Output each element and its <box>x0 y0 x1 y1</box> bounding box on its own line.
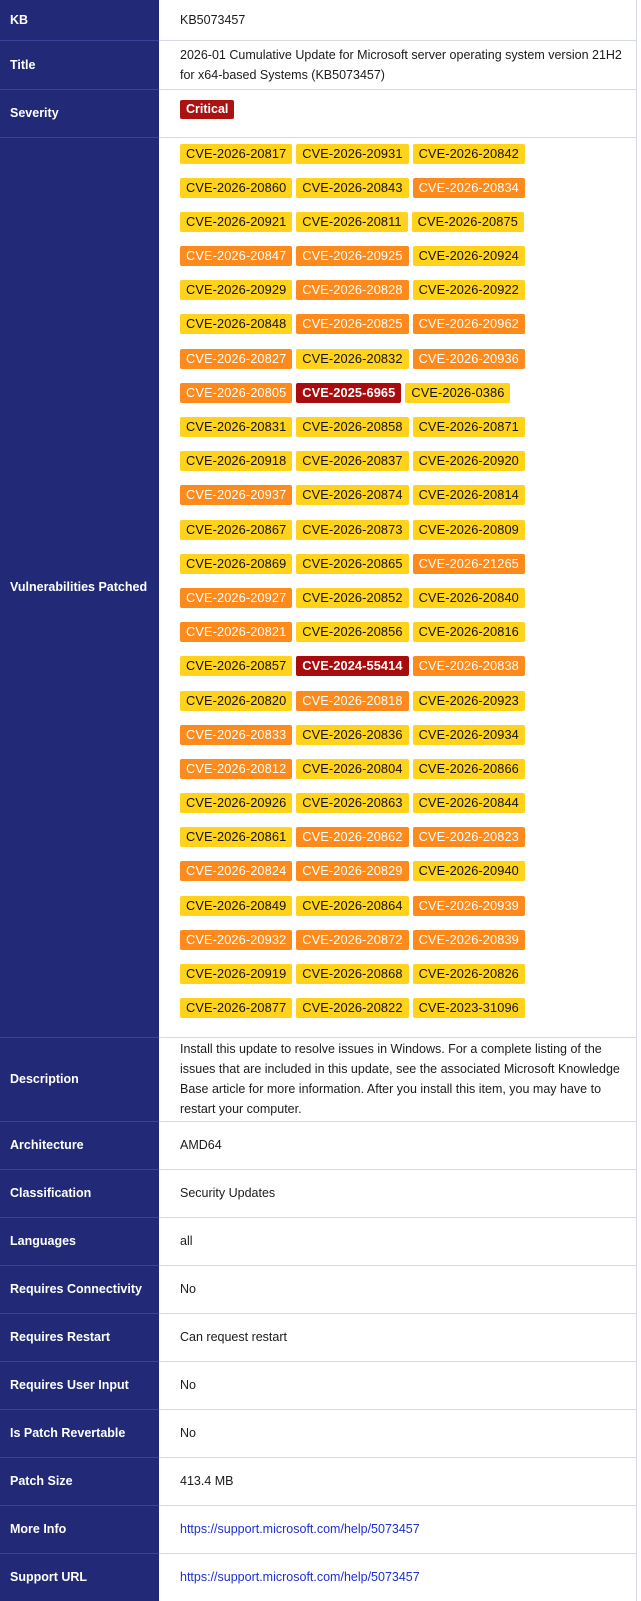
cve-badge[interactable]: CVE-2026-20874 <box>296 485 408 505</box>
label-requires-user-input: Requires User Input <box>0 1361 159 1409</box>
cve-badge[interactable]: CVE-2026-20836 <box>296 725 408 745</box>
label-patch-size: Patch Size <box>0 1457 159 1505</box>
cve-badge[interactable]: CVE-2026-20834 <box>413 178 525 198</box>
row-requires-user-input <box>0 1361 637 1409</box>
cve-row <box>180 930 628 964</box>
cve-badge[interactable]: CVE-2026-20814 <box>413 485 525 505</box>
cve-row <box>180 861 628 895</box>
cve-badge[interactable]: CVE-2026-20811 <box>296 212 407 232</box>
cve-row <box>180 451 628 485</box>
cve-row <box>180 691 628 725</box>
cve-badge[interactable]: CVE-2026-20918 <box>180 451 292 471</box>
value-kb: KB5073457 <box>159 0 637 40</box>
value-title <box>159 40 637 89</box>
value-requires-connectivity: No <box>159 1265 637 1313</box>
title-line-2: for x64-based Systems (KB5073457) <box>180 67 385 82</box>
label-requires-connectivity: Requires Connectivity <box>0 1265 159 1313</box>
value-requires-restart: Can request restart <box>159 1313 637 1361</box>
cve-badge[interactable]: CVE-2026-20934 <box>413 725 525 745</box>
cve-badge[interactable]: CVE-2026-20839 <box>413 930 525 950</box>
cve-row <box>180 383 628 417</box>
cve-badge[interactable]: CVE-2026-20825 <box>296 314 408 334</box>
row-patch-size <box>0 1457 637 1505</box>
cve-badge[interactable]: CVE-2026-20864 <box>296 896 408 916</box>
row-requires-connectivity <box>0 1265 637 1313</box>
cve-badge[interactable]: CVE-2026-20877 <box>180 998 292 1018</box>
cve-badge[interactable]: CVE-2026-20812 <box>180 759 292 779</box>
row-requires-restart <box>0 1313 637 1361</box>
cve-badge[interactable]: CVE-2026-20817 <box>180 144 292 164</box>
cve-badge[interactable]: CVE-2026-20865 <box>296 554 408 574</box>
cve-badge[interactable]: CVE-2026-20927 <box>180 588 292 608</box>
cve-badge[interactable]: CVE-2026-20875 <box>412 212 524 232</box>
cve-row <box>180 144 628 178</box>
cve-badge[interactable]: CVE-2026-20867 <box>180 520 292 540</box>
value-description: Install this update to resolve issues in Windows. For a complete listing of the issues that are included in this update, see the associated Microsoft Knowledge Base article for more information. After you install this item, you may have to restart your computer. <box>159 1037 637 1121</box>
row-kb <box>0 0 637 40</box>
row-is-patch-revertable <box>0 1409 637 1457</box>
cve-badge[interactable]: CVE-2026-20848 <box>180 314 292 334</box>
cve-badge[interactable]: CVE-2026-20818 <box>296 691 408 711</box>
cve-badge[interactable]: CVE-2026-20823 <box>413 827 525 847</box>
cve-badge[interactable]: CVE-2026-20940 <box>413 861 525 881</box>
cve-badge[interactable]: CVE-2026-20833 <box>180 725 292 745</box>
cve-badge[interactable]: CVE-2026-20926 <box>180 793 292 813</box>
cve-badge[interactable]: CVE-2026-21265 <box>413 554 525 574</box>
cve-badge[interactable]: CVE-2026-20923 <box>413 691 525 711</box>
value-patch-size: 413.4 MB <box>159 1457 637 1505</box>
cve-badge[interactable]: CVE-2026-20869 <box>180 554 292 574</box>
cve-badge[interactable]: CVE-2026-20852 <box>296 588 408 608</box>
cve-badge[interactable]: CVE-2026-20804 <box>296 759 408 779</box>
cve-row <box>180 485 628 519</box>
cve-row <box>180 725 628 759</box>
cve-row <box>180 178 628 212</box>
cve-row <box>180 246 628 280</box>
cve-badge[interactable]: CVE-2026-20920 <box>413 451 525 471</box>
cve-badge[interactable]: CVE-2026-20873 <box>296 520 408 540</box>
cve-row <box>180 656 628 690</box>
value-requires-user-input: No <box>159 1361 637 1409</box>
cve-badge[interactable]: CVE-2026-20932 <box>180 930 292 950</box>
cve-badge[interactable]: CVE-2026-20828 <box>296 280 408 300</box>
cve-row <box>180 964 628 998</box>
cve-badge[interactable]: CVE-2026-20925 <box>296 246 408 266</box>
row-more-info <box>0 1505 637 1553</box>
cve-list <box>180 144 628 1033</box>
cve-row <box>180 520 628 554</box>
cve-row <box>180 588 628 622</box>
row-vulnerabilities <box>0 137 637 1037</box>
cve-badge[interactable]: CVE-2026-20844 <box>413 793 525 813</box>
label-architecture: Architecture <box>0 1121 159 1169</box>
cve-row <box>180 622 628 656</box>
row-languages <box>0 1217 637 1265</box>
row-title <box>0 40 637 89</box>
cve-badge[interactable]: CVE-2026-20868 <box>296 964 408 984</box>
label-support-url: Support URL <box>0 1553 159 1601</box>
cve-badge[interactable]: CVE-2026-20805 <box>180 383 292 403</box>
value-classification: Security Updates <box>159 1169 637 1217</box>
row-classification <box>0 1169 637 1217</box>
severity-badge: Critical <box>180 100 234 119</box>
cve-row <box>180 212 628 246</box>
label-description: Description <box>0 1037 159 1121</box>
cve-row <box>180 314 628 348</box>
cve-badge[interactable]: CVE-2026-20829 <box>296 861 408 881</box>
cve-badge[interactable]: CVE-2026-20929 <box>180 280 292 300</box>
cve-badge[interactable]: CVE-2023-31096 <box>413 998 525 1018</box>
row-support-url <box>0 1553 637 1601</box>
more-info-link[interactable]: https://support.microsoft.com/help/5073457 <box>180 1522 420 1536</box>
cve-badge[interactable]: CVE-2026-20919 <box>180 964 292 984</box>
cve-badge[interactable]: CVE-2026-20931 <box>296 144 408 164</box>
cve-badge[interactable]: CVE-2026-20822 <box>296 998 408 1018</box>
cve-badge[interactable]: CVE-2026-20856 <box>296 622 408 642</box>
label-is-patch-revertable: Is Patch Revertable <box>0 1409 159 1457</box>
label-requires-restart: Requires Restart <box>0 1313 159 1361</box>
cve-badge[interactable]: CVE-2026-20937 <box>180 485 292 505</box>
cve-badge[interactable]: CVE-2026-20826 <box>413 964 525 984</box>
value-is-patch-revertable: No <box>159 1409 637 1457</box>
cve-badge[interactable]: CVE-2026-20922 <box>413 280 525 300</box>
cve-badge[interactable]: CVE-2026-20861 <box>180 827 292 847</box>
cve-row <box>180 759 628 793</box>
cve-badge[interactable]: CVE-2024-55414 <box>296 656 408 676</box>
cve-badge[interactable]: CVE-2026-0386 <box>405 383 510 403</box>
cve-badge[interactable]: CVE-2026-20809 <box>413 520 525 540</box>
cve-badge[interactable]: CVE-2026-20921 <box>180 212 292 232</box>
cve-badge[interactable]: CVE-2026-20936 <box>413 349 525 369</box>
cve-badge[interactable]: CVE-2026-20872 <box>296 930 408 950</box>
label-languages: Languages <box>0 1217 159 1265</box>
cve-badge[interactable]: CVE-2026-20847 <box>180 246 292 266</box>
cve-badge[interactable]: CVE-2026-20832 <box>296 349 408 369</box>
value-languages: all <box>159 1217 637 1265</box>
cve-badge[interactable]: CVE-2026-20871 <box>413 417 525 437</box>
cve-badge[interactable]: CVE-2026-20939 <box>413 896 525 916</box>
cve-row <box>180 349 628 383</box>
cve-badge[interactable]: CVE-2026-20838 <box>413 656 525 676</box>
cve-badge[interactable]: CVE-2026-20849 <box>180 896 292 916</box>
cve-badge[interactable]: CVE-2025-6965 <box>296 383 401 403</box>
cve-row <box>180 793 628 827</box>
cve-badge[interactable]: CVE-2026-20866 <box>413 759 525 779</box>
cve-badge[interactable]: CVE-2026-20820 <box>180 691 292 711</box>
value-more-info <box>159 1505 637 1553</box>
value-severity <box>159 89 637 137</box>
label-vulnerabilities: Vulnerabilities Patched <box>0 137 159 1037</box>
label-classification: Classification <box>0 1169 159 1217</box>
cve-row <box>180 896 628 930</box>
row-severity <box>0 89 637 137</box>
support-url-link[interactable]: https://support.microsoft.com/help/5073457 <box>180 1570 420 1585</box>
label-kb: KB <box>0 0 159 40</box>
cve-badge[interactable]: CVE-2026-20858 <box>296 417 408 437</box>
value-vulnerabilities <box>159 137 637 1037</box>
cve-badge[interactable]: CVE-2026-20860 <box>180 178 292 198</box>
cve-badge[interactable]: CVE-2026-20962 <box>413 314 525 334</box>
cve-row <box>180 554 628 588</box>
title-line-1: 2026-01 Cumulative Update for Microsoft server operating system version 21H2 <box>180 47 622 62</box>
cve-badge[interactable]: CVE-2026-20831 <box>180 417 292 437</box>
cve-row <box>180 280 628 314</box>
label-severity: Severity <box>0 89 159 137</box>
label-more-info: More Info <box>0 1505 159 1553</box>
cve-row <box>180 827 628 861</box>
cve-badge[interactable]: CVE-2026-20821 <box>180 622 292 642</box>
row-architecture <box>0 1121 637 1169</box>
cve-badge[interactable]: CVE-2026-20824 <box>180 861 292 881</box>
cve-badge[interactable]: CVE-2026-20863 <box>296 793 408 813</box>
cve-badge[interactable]: CVE-2026-20857 <box>180 656 292 676</box>
cve-badge[interactable]: CVE-2026-20837 <box>296 451 408 471</box>
cve-badge[interactable]: CVE-2026-20862 <box>296 827 408 847</box>
cve-badge[interactable]: CVE-2026-20827 <box>180 349 292 369</box>
cve-badge[interactable]: CVE-2026-20924 <box>413 246 525 266</box>
row-description <box>0 1037 637 1121</box>
cve-row <box>180 417 628 451</box>
cve-badge[interactable]: CVE-2026-20816 <box>413 622 525 642</box>
cve-badge[interactable]: CVE-2026-20843 <box>296 178 408 198</box>
value-architecture: AMD64 <box>159 1121 637 1169</box>
cve-badge[interactable]: CVE-2026-20842 <box>413 144 525 164</box>
value-support-url <box>159 1553 637 1601</box>
label-title: Title <box>0 40 159 89</box>
cve-badge[interactable]: CVE-2026-20840 <box>413 588 525 608</box>
cve-row <box>180 998 628 1032</box>
